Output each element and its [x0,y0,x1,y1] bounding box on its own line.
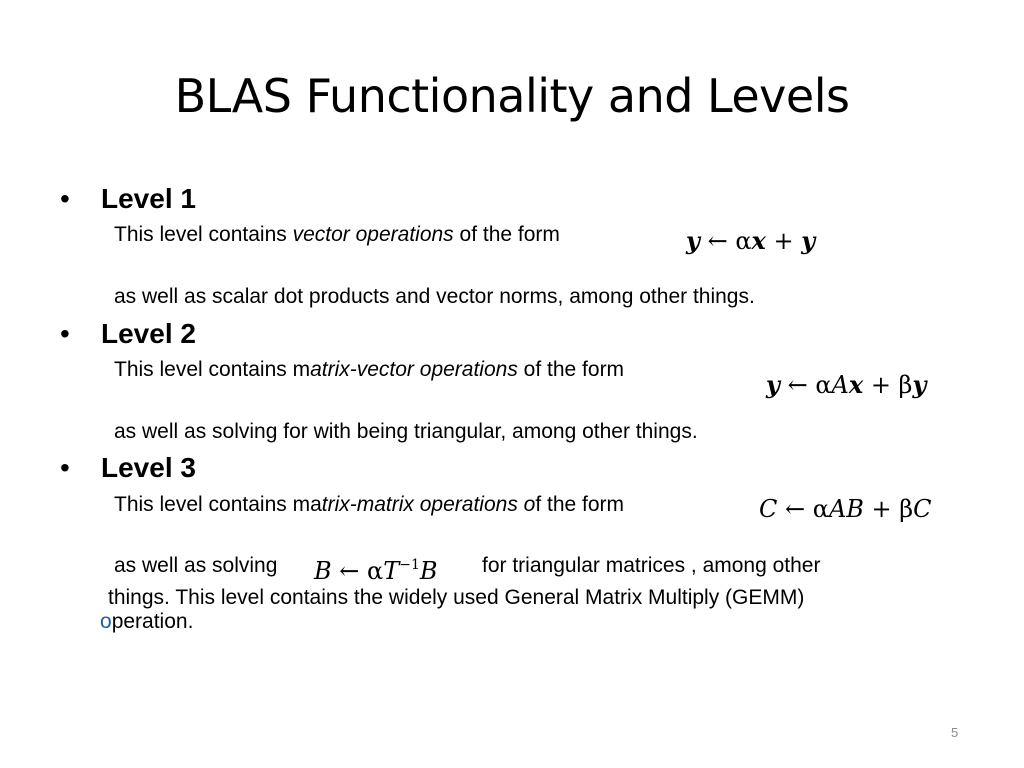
level-3-description: This level contains matrix-matrix operations of the form [114,493,625,516]
level-2-note: as well as solving for with being triangular, among other things. [114,420,698,443]
level-2-description: This level contains matrix-vector operations of the form [114,358,625,381]
page-number: 5 [951,725,959,740]
level-3-gemm-note: things. This level contains the widely used General Matrix Multiply (GEMM) [108,586,805,609]
level-1-formula: y ← αx + y [686,226,816,255]
level-2-label: Level 2 [101,318,196,349]
bullet-icon: • [60,452,70,483]
slide-title: BLAS Functionality and Levels [174,69,850,123]
level-2-heading [60,317,196,351]
level-1-label: Level 1 [101,183,196,214]
level-3-note-start: as well as solving [114,554,278,577]
level-1-heading [60,182,196,216]
level-1-note: as well as scalar dot products and vector norms, among other things. [114,285,755,308]
bullet-icon: • [60,183,70,214]
level-3-formula: C ← αAB + βC [759,495,932,523]
level-3-gemm-note-end: operation. [100,610,194,633]
level-3-note-end: for triangular matrices , among other [482,554,821,577]
level-2-formula: y ← αAx + βy [766,370,927,399]
level-3-solve-formula: B ← $\alpha T^{-1}B$ [314,557,438,585]
bullet-icon: • [60,318,70,349]
level-3-label: Level 3 [101,452,196,483]
level-1-description: This level contains vector operations of the form [114,223,560,246]
level-3-heading [60,451,196,485]
